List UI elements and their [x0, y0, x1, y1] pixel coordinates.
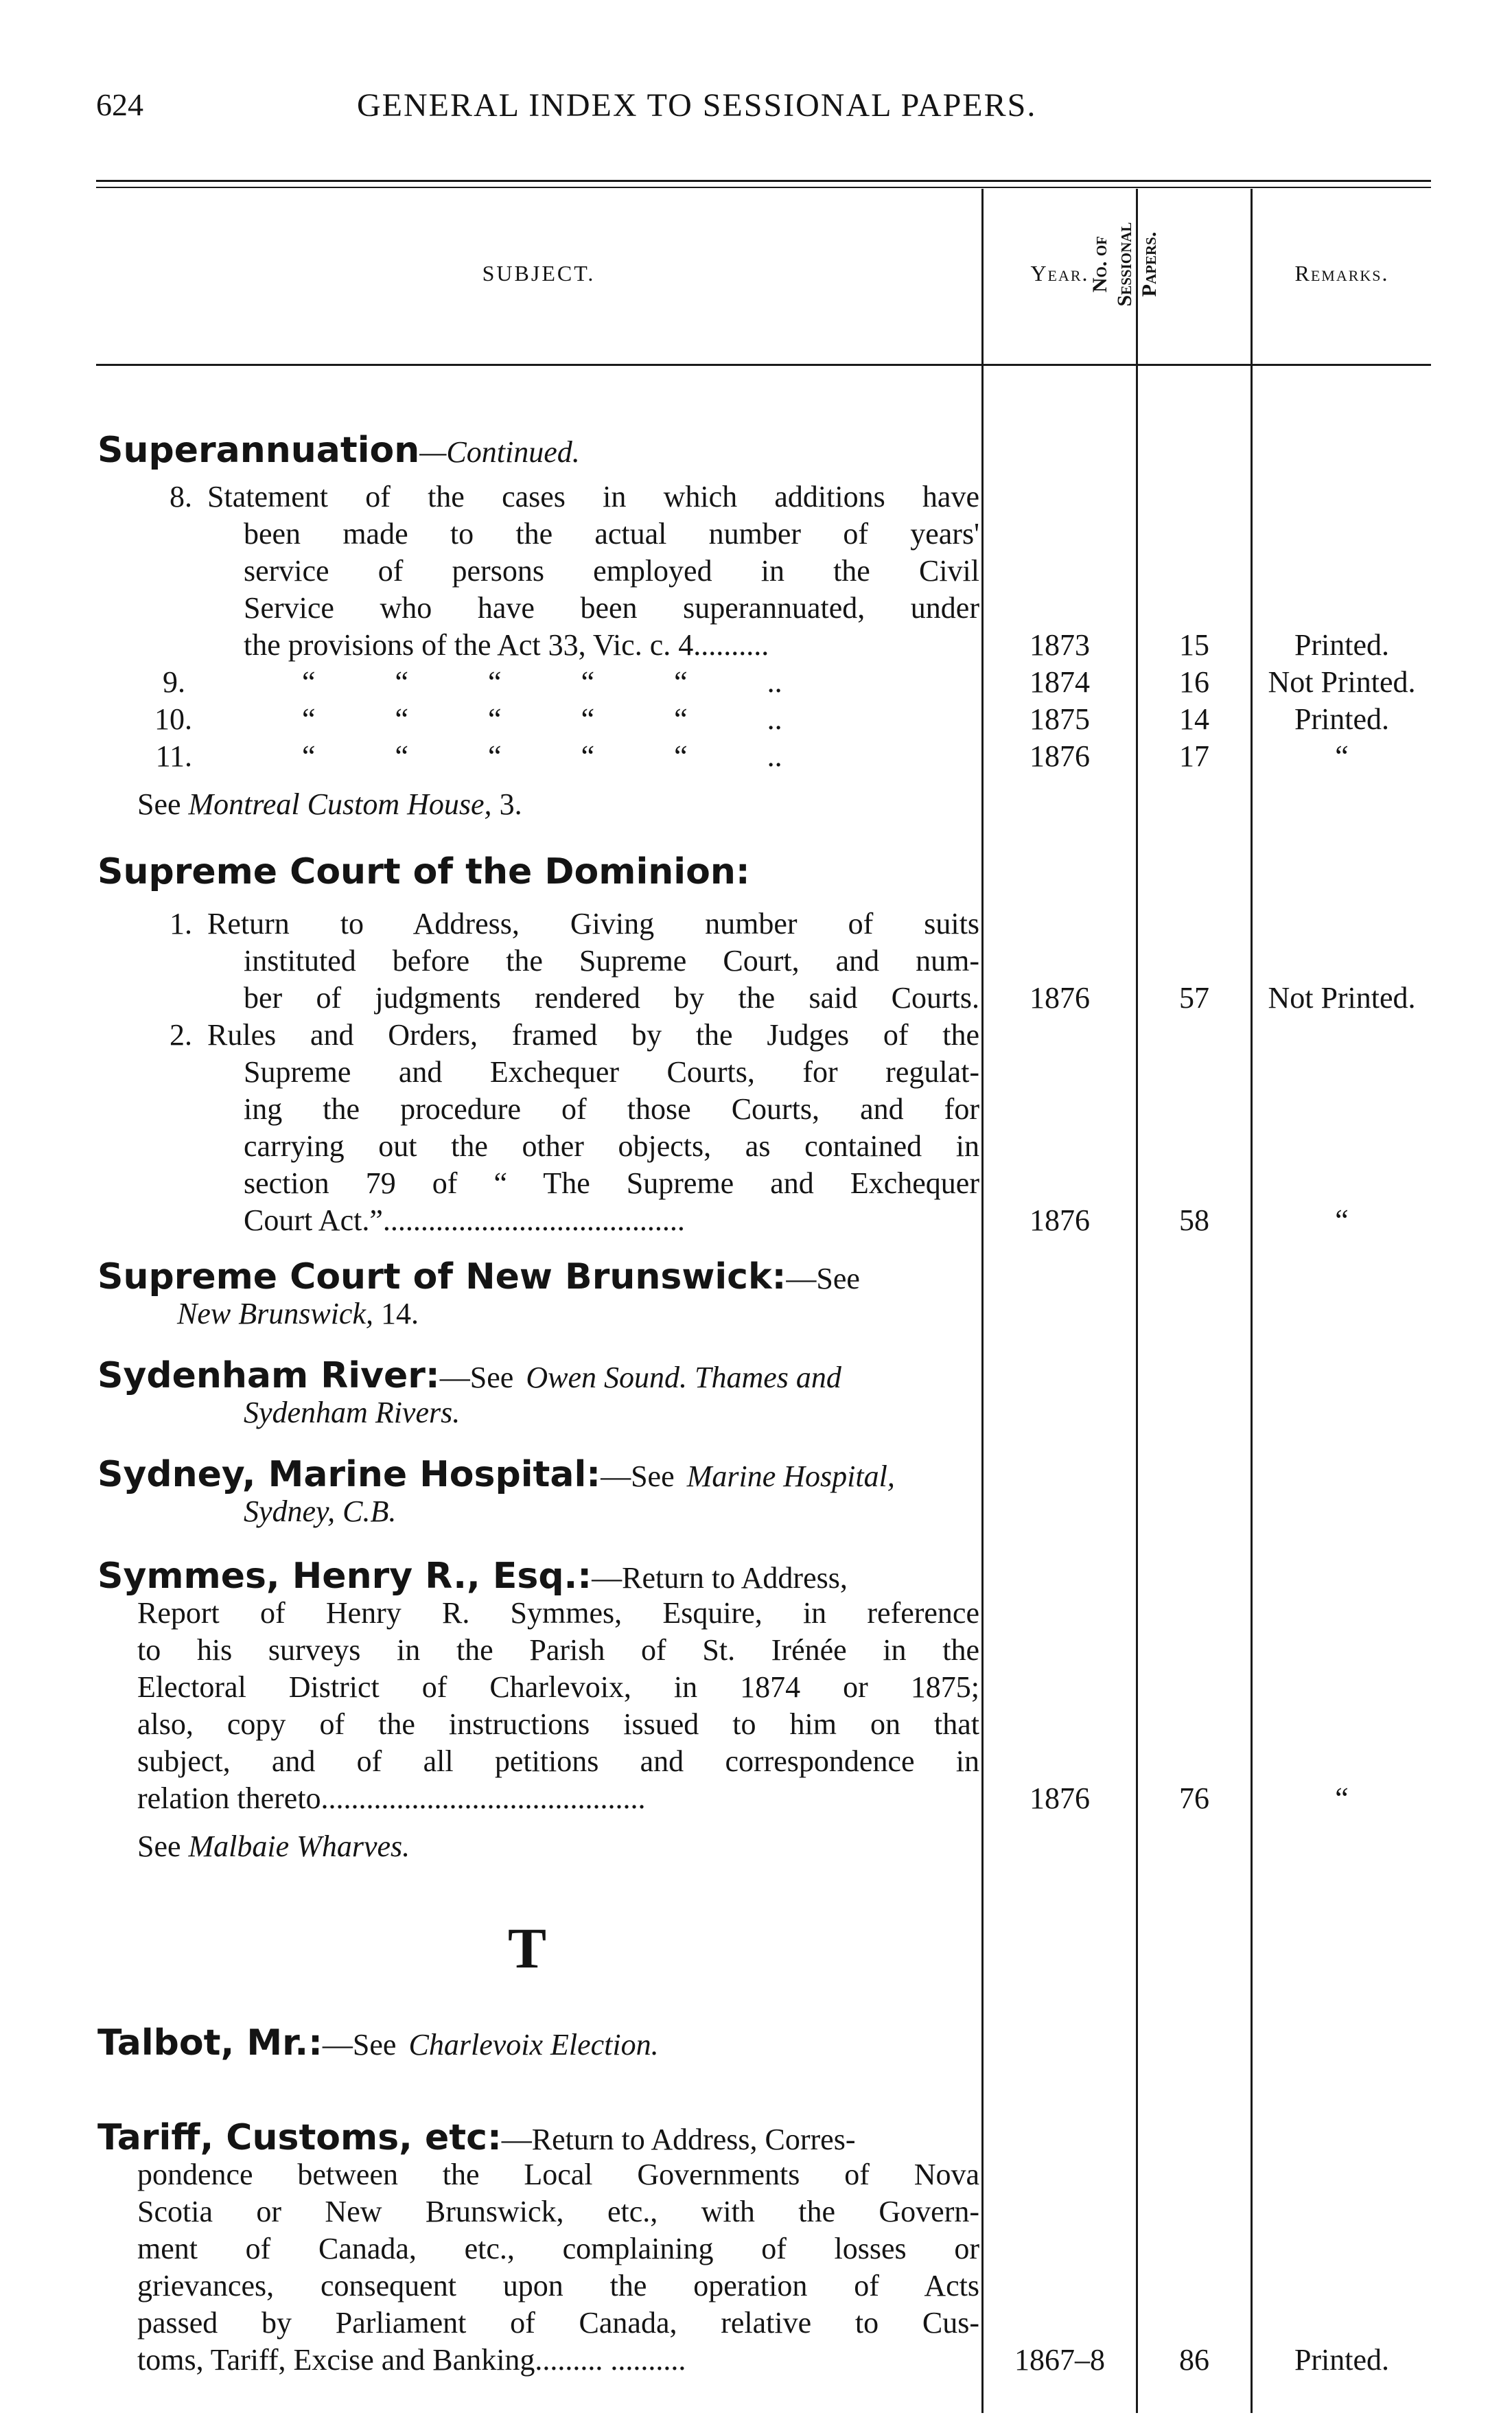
entry-line: also, copy of the instructions issued to him on that: [137, 1707, 979, 1741]
entry-line: carrying out the other objects, as contained in: [244, 1129, 979, 1163]
page-number: 624: [96, 87, 143, 122]
entry-line: ment of Canada, etc., complaining of losses or: [137, 2232, 979, 2265]
entry-line: toms, Tariff, Excise and Banking......... ..........: [137, 2343, 686, 2377]
column-subject-heading: SUBJECT.: [482, 261, 596, 286]
heading-text: Sydney, Marine Hospital:: [97, 1454, 601, 1495]
heading-superannuation-text: Superannuation: [97, 430, 420, 471]
papers-heading-line-1: No. of: [1089, 235, 1111, 293]
heading-tail: —Return to Address,: [592, 1561, 848, 1595]
entry-line: relation thereto...........................................: [137, 1781, 646, 1815]
year-cell: 1873: [1030, 628, 1090, 662]
papers-cell: 76: [1179, 1781, 1209, 1815]
year-cell: 1876: [1030, 1781, 1090, 1815]
item-number: 10.: [154, 702, 192, 736]
section-letter: T: [508, 1917, 547, 1981]
entry-line: Supreme and Exchequer Courts, for regulat-: [244, 1055, 979, 1089]
remarks-cell: Not Printed.: [1268, 665, 1416, 699]
cross-reference: [137, 787, 522, 822]
entry-line: Rules and Orders, framed by the Judges of the: [207, 1018, 979, 1052]
papers-cell: 86: [1179, 2343, 1209, 2377]
heading-tail: —See: [601, 1459, 675, 1493]
papers-remarks-divider: [1251, 189, 1253, 2413]
entry-line: Court Act.”........................................: [244, 1203, 685, 1237]
see-reference: Charlevoix Election.: [408, 2028, 659, 2062]
heading-sydenham-river: [97, 1355, 841, 1396]
top-rule-thin: [96, 187, 1431, 188]
see-prefix: See: [137, 1829, 181, 1863]
year-cell: 1876: [1030, 1203, 1090, 1237]
column-remarks-heading: Remarks.: [1294, 261, 1389, 286]
entry-line: been made to the actual number of years': [244, 517, 979, 551]
running-head: GENERAL INDEX TO SESSIONAL PAPERS.: [357, 87, 1037, 124]
heading-tail: —Return to Address, Corres-: [501, 2123, 856, 2156]
cross-reference: [137, 1829, 410, 1864]
heading-tail: —See: [786, 1262, 860, 1295]
papers-cell: 15: [1179, 628, 1209, 662]
papers-cell: 58: [1179, 1203, 1209, 1237]
entry-line: grievances, consequent upon the operation of Acts: [137, 2269, 979, 2302]
see-reference: Owen Sound. Thames and: [526, 1361, 841, 1394]
see-number: 14.: [380, 1297, 419, 1330]
header-bottom-rule: [96, 364, 1431, 366]
entry-line: Scotia or New Brunswick, etc., with the Govern-: [137, 2195, 979, 2228]
papers-cell: 17: [1179, 739, 1209, 773]
ditto-marks: “ “ “ “ “ ..: [302, 665, 782, 699]
remarks-cell: Printed.: [1294, 628, 1390, 662]
entry-line: the provisions of the Act 33, Vic. c. 4..........: [244, 628, 769, 662]
heading-text: Talbot, Mr.:: [97, 2022, 323, 2064]
subject-year-divider: [981, 189, 984, 2413]
heading-text: Sydenham River:: [97, 1355, 440, 1396]
remarks-cell: “: [1335, 1781, 1349, 1815]
heading-supreme-court-dominion: Supreme Court of the Dominion:: [97, 851, 750, 892]
item-number: 9.: [163, 665, 185, 699]
see-reference: Sydenham Rivers.: [244, 1396, 461, 1429]
see-reference: Sydney, C.B.: [244, 1494, 397, 1528]
cross-reference-continued: [244, 1395, 460, 1430]
papers-heading-line-3: Papers.: [1138, 231, 1161, 297]
entry-line: Statement of the cases in which additions have: [207, 480, 979, 513]
papers-cell: 57: [1179, 981, 1209, 1015]
year-cell: 1874: [1030, 665, 1090, 699]
item-number: 1.: [170, 907, 192, 940]
ditto-marks: “ “ “ “ “ ..: [302, 739, 782, 773]
heading-superannuation: [97, 430, 580, 471]
entry-line: subject, and of all petitions and correspondence in: [137, 1744, 979, 1778]
entry-line: pondence between the Local Governments of Nova: [137, 2158, 979, 2191]
remarks-cell: “: [1335, 739, 1349, 773]
remarks-cell: “: [1335, 1203, 1349, 1237]
see-number: 3.: [499, 787, 522, 821]
year-cell: 1876: [1030, 981, 1090, 1015]
heading-symmes: [97, 1556, 848, 1597]
top-rule: [96, 180, 1431, 182]
papers-cell: 16: [1179, 665, 1209, 699]
cross-reference: [177, 1296, 419, 1331]
heading-text: Symmes, Henry R., Esq.:: [97, 1556, 592, 1597]
heading-supreme-court-new-brunswick: [97, 1256, 860, 1297]
year-cell: 1875: [1030, 702, 1090, 736]
entry-line: passed by Parliament of Canada, relative to Cus-: [137, 2306, 979, 2340]
item-number: 2.: [170, 1018, 192, 1052]
year-cell: 1867–8: [1014, 2343, 1105, 2377]
entry-line: Service who have been superannuated, under: [244, 591, 979, 625]
entry-line: service of persons employed in the Civil: [244, 554, 979, 588]
entry-line: Return to Address, Giving number of suits: [207, 907, 979, 940]
ditto-marks: “ “ “ “ “ ..: [302, 702, 782, 736]
heading-text: Supreme Court of New Brunswick:: [97, 1256, 787, 1297]
item-number: 8.: [170, 480, 192, 513]
year-cell: 1876: [1030, 739, 1090, 773]
entry-line: instituted before the Supreme Court, and num-: [244, 944, 979, 978]
remarks-cell: Printed.: [1294, 702, 1390, 736]
item-number: 11.: [155, 739, 192, 773]
heading-sydney-marine-hospital: [97, 1454, 895, 1495]
heading-tariff-customs: [97, 2117, 855, 2158]
remarks-cell: Not Printed.: [1268, 981, 1416, 1015]
heading-text: Tariff, Customs, etc:: [97, 2117, 502, 2158]
papers-heading-line-2: Sessional: [1113, 222, 1136, 307]
column-year-heading: Year.: [1030, 261, 1089, 286]
entry-line: ing the procedure of those Courts, and for: [244, 1092, 979, 1126]
see-reference: Montreal Custom House,: [188, 787, 492, 821]
entry-line: ber of judgments rendered by the said Courts.: [244, 981, 979, 1015]
year-papers-divider: [1136, 189, 1138, 2413]
see-reference: New Brunswick,: [177, 1297, 373, 1330]
entry-line: Electoral District of Charlevoix, in 1874 or 1875;: [137, 1670, 979, 1704]
entry-line: section 79 of “ The Supreme and Exchequer: [244, 1166, 979, 1200]
entry-line: Report of Henry R. Symmes, Esquire, in reference: [137, 1596, 979, 1630]
papers-cell: 14: [1179, 702, 1209, 736]
cross-reference-continued: [244, 1494, 396, 1529]
see-reference: Marine Hospital,: [686, 1459, 895, 1493]
see-reference: Malbaie Wharves.: [188, 1829, 410, 1863]
see-prefix: See: [137, 787, 181, 821]
continued-note: —Continued.: [419, 435, 580, 469]
heading-tail: —See: [439, 1361, 514, 1394]
entry-line: to his surveys in the Parish of St. Irénée in the: [137, 1633, 979, 1667]
heading-talbot: [97, 2022, 659, 2064]
remarks-cell: Printed.: [1294, 2343, 1390, 2377]
heading-tail: —See: [322, 2028, 397, 2062]
